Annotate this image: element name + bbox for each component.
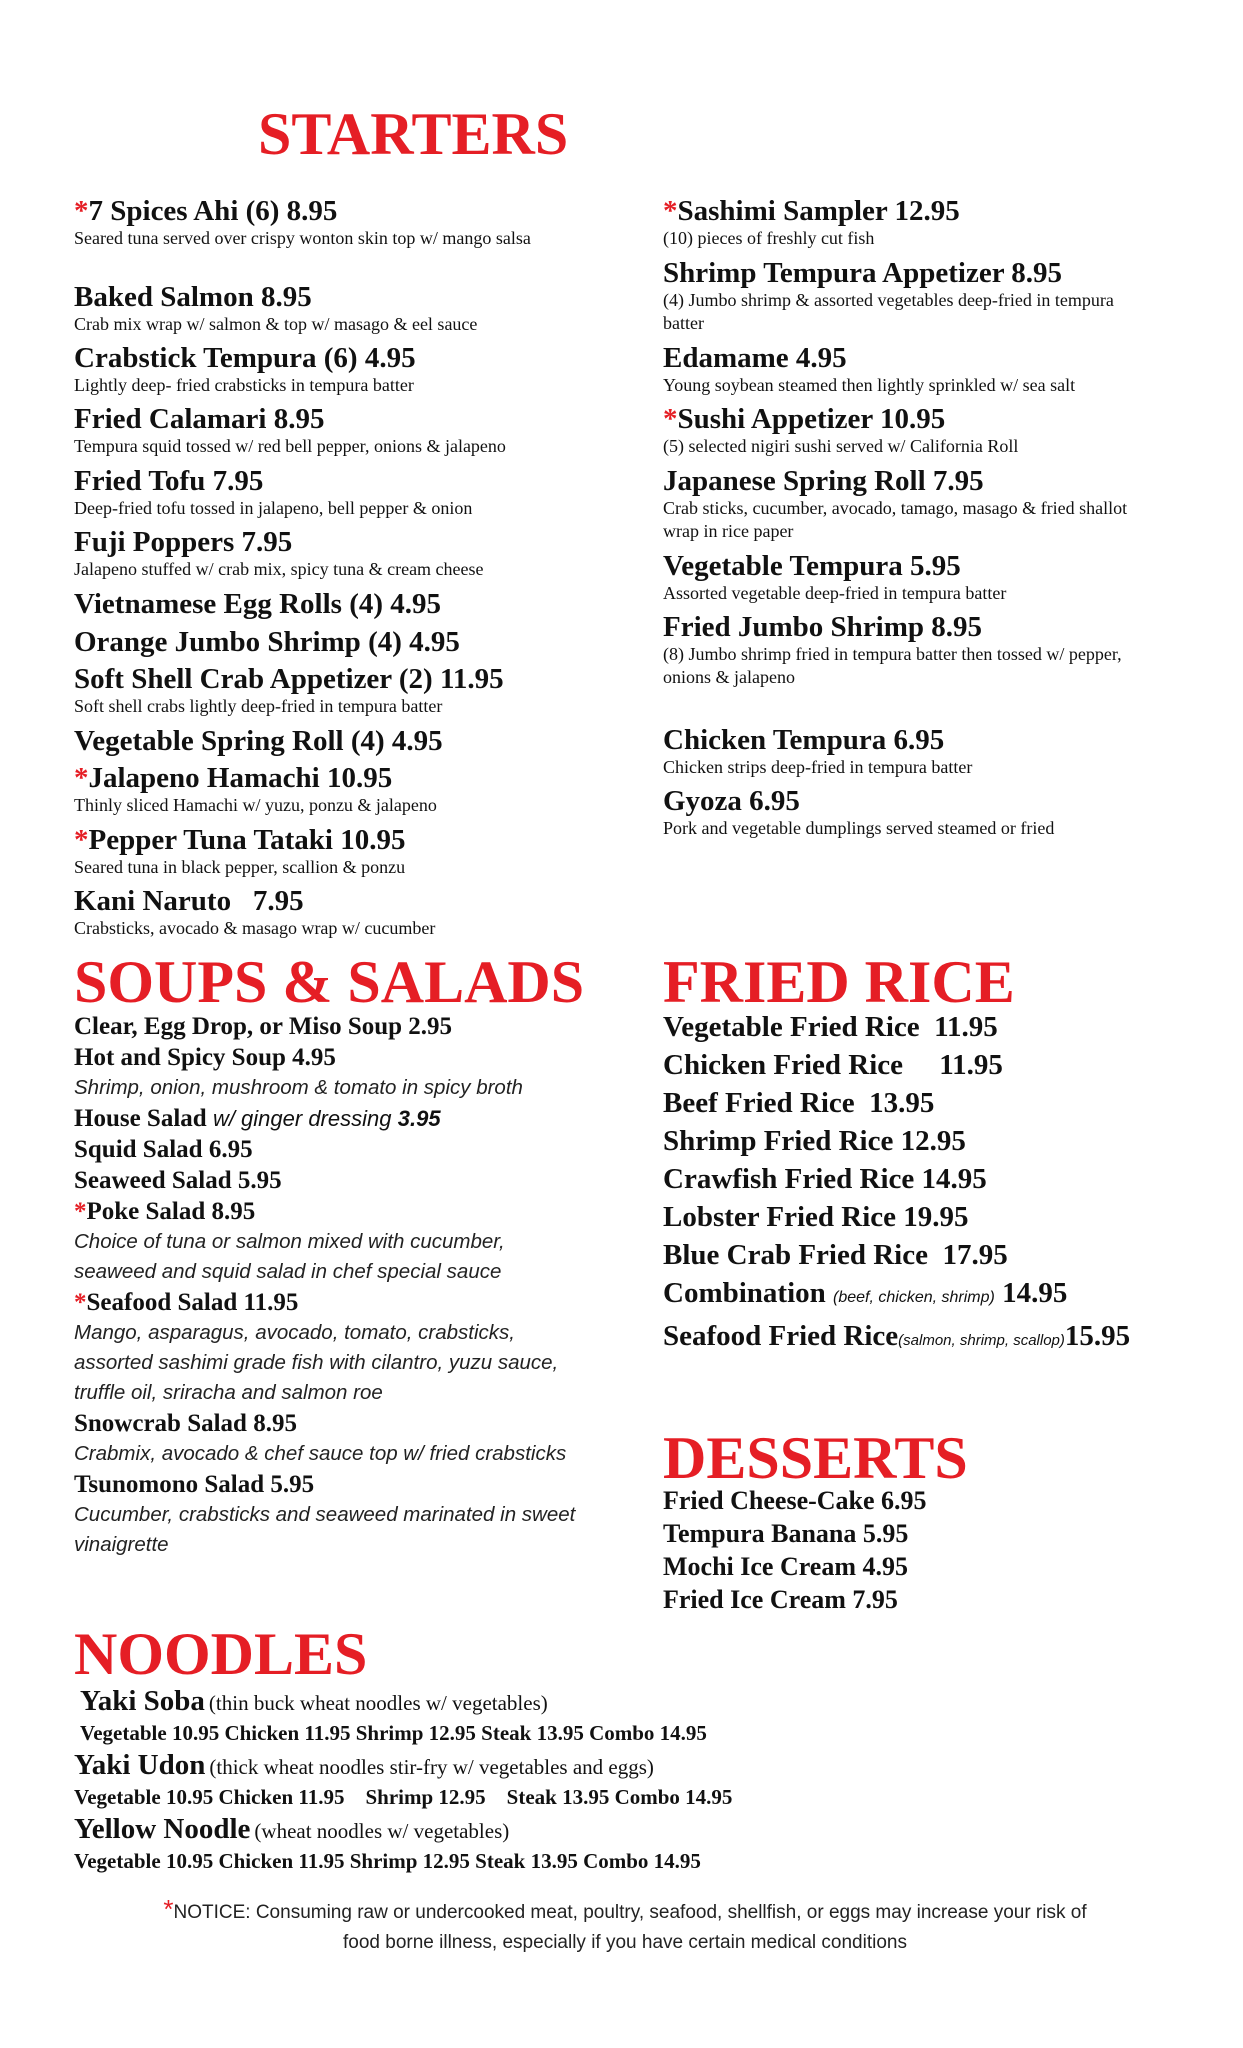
item-price: 14.95	[994, 1277, 1068, 1309]
noodles-heading: NOODLES	[74, 1621, 368, 1687]
item-name: Gyoza 6.95	[663, 785, 800, 817]
item-name: Sushi Appetizer 10.95	[677, 403, 946, 435]
soups-salads-heading: SOUPS & SALADS	[74, 949, 585, 1015]
item-name: Yaki Soba	[80, 1685, 205, 1717]
raw-star: *	[74, 1198, 87, 1225]
item-desc: Shrimp, onion, mushroom & tomato in spicy broth	[74, 1076, 523, 1099]
item-desc: (5) selected nigiri sushi served w/ California Roll	[663, 436, 1019, 456]
item-inline-note: w/ ginger dressing	[212, 1106, 392, 1131]
starter-item	[663, 342, 1143, 397]
starter-item	[74, 725, 594, 757]
desserts-list	[663, 1484, 927, 1616]
starters-heading: STARTERS	[258, 101, 569, 167]
item-name: Combination	[663, 1277, 834, 1309]
starter-item	[74, 824, 594, 879]
item-price: 3.95	[397, 1106, 441, 1131]
item-name: Pepper Tuna Tataki 10.95	[88, 824, 406, 856]
starter-item	[74, 626, 594, 658]
item-name: Seaweed Salad 5.95	[74, 1167, 282, 1194]
item-desc: Deep-fried tofu tossed in jalapeno, bell pepper & onion	[74, 498, 473, 518]
item-name: Jalapeno Hamachi 10.95	[88, 762, 393, 794]
starter-item	[74, 663, 594, 718]
starter-item	[74, 403, 594, 458]
item-name: Snowcrab Salad 8.95	[74, 1410, 297, 1437]
raw-star: *	[74, 1289, 87, 1316]
starter-item	[663, 195, 1143, 250]
starter-item	[663, 257, 1143, 335]
desserts-heading: DESSERTS	[663, 1425, 968, 1491]
starter-item	[74, 885, 594, 940]
item-desc: (wheat noodles w/ vegetables)	[254, 1819, 510, 1843]
item-desc: Seared tuna in black pepper, scallion & ponzu	[74, 857, 406, 877]
fried-rice-list	[663, 1008, 1203, 1360]
dessert-item: Mochi Ice Cream 4.95	[663, 1552, 909, 1581]
item-desc: (4) Jumbo shrimp & assorted vegetables deep-fried in tempura batter	[663, 290, 1114, 333]
item-name: Vegetable Spring Roll (4) 4.95	[74, 725, 443, 757]
soup-item	[74, 1042, 584, 1103]
soups-list	[74, 1011, 584, 1560]
noodles-list	[74, 1684, 1174, 1876]
notice-line-2: food borne illness, especially if you have certain medical conditions	[343, 1932, 907, 1953]
item-name: Fuji Poppers 7.95	[74, 526, 293, 558]
item-name: Clear, Egg Drop, or Miso Soup 2.95	[74, 1013, 453, 1040]
item-name: Hot and Spicy Soup 4.95	[74, 1044, 336, 1071]
item-price: 15.95	[1064, 1320, 1131, 1352]
starter-item	[74, 526, 594, 581]
fried-rice-item: Vegetable Fried Rice 11.95	[663, 1011, 998, 1043]
raw-star: *	[663, 195, 678, 227]
item-name: Fried Calamari 8.95	[74, 403, 325, 435]
soup-item	[74, 1469, 584, 1560]
item-desc: Seared tuna served over crispy wonton skin top w/ mango salsa	[74, 228, 531, 248]
raw-star: *	[74, 195, 89, 227]
item-name: Crabstick Tempura (6) 4.95	[74, 342, 416, 374]
item-name: Fried Tofu 7.95	[74, 465, 264, 497]
item-name: Yaki Udon	[74, 1749, 206, 1781]
raw-star: *	[163, 1894, 174, 1924]
item-desc: Young soybean steamed then lightly sprinkled w/ sea salt	[663, 375, 1076, 395]
item-desc: Soft shell crabs lightly deep-fried in tempura batter	[74, 696, 443, 716]
dessert-item: Fried Cheese-Cake 6.95	[663, 1486, 927, 1515]
starter-item	[74, 281, 594, 336]
item-name: Edamame 4.95	[663, 342, 847, 374]
noodle-prices: Vegetable 10.95 Chicken 11.95 Shrimp 12.95 Steak 13.95 Combo 14.95	[74, 1849, 701, 1873]
item-name: Baked Salmon 8.95	[74, 281, 312, 313]
soup-item	[74, 1287, 584, 1408]
item-desc: Pork and vegetable dumplings served steamed or fried	[663, 818, 1055, 838]
starter-item	[663, 611, 1143, 689]
starter-item	[74, 342, 594, 397]
soup-item	[74, 1134, 584, 1165]
fried-rice-item: Lobster Fried Rice 19.95	[663, 1201, 969, 1233]
fried-rice-item: Chicken Fried Rice 11.95	[663, 1049, 1003, 1081]
soup-item	[74, 1408, 584, 1469]
noodle-item	[74, 1812, 1174, 1846]
soup-item	[74, 1103, 584, 1134]
item-name: Yellow Noodle	[74, 1813, 251, 1845]
starter-item	[74, 762, 594, 817]
item-desc: Cucumber, crabsticks and seaweed marinated in sweet vinaigrette	[74, 1503, 576, 1556]
fried-rice-item: Beef Fried Rice 13.95	[663, 1087, 935, 1119]
item-desc: (thin buck wheat noodles w/ vegetables)	[208, 1691, 548, 1715]
item-name: Vegetable Tempura 5.95	[663, 550, 961, 582]
item-desc: Chicken strips deep-fried in tempura batter	[663, 757, 973, 777]
item-note: (beef, chicken, shrimp)	[833, 1289, 995, 1306]
item-desc: (thick wheat noodles stir-fry w/ vegetables and eggs)	[209, 1755, 654, 1779]
fried-rice-item: Shrimp Fried Rice 12.95	[663, 1125, 966, 1157]
item-desc: Tempura squid tossed w/ red bell pepper, onions & jalapeno	[74, 436, 506, 456]
item-desc: Crab sticks, cucumber, avocado, tamago, masago & fried shallot wrap in rice paper	[663, 498, 1128, 541]
dessert-item: Fried Ice Cream 7.95	[663, 1585, 898, 1614]
raw-star: *	[74, 762, 89, 794]
noodle-prices: Vegetable 10.95 Chicken 11.95 Shrimp 12.95 Steak 13.95 Combo 14.95	[80, 1721, 707, 1745]
item-name: 7 Spices Ahi (6) 8.95	[88, 195, 338, 227]
fried-rice-item: Crawfish Fried Rice 14.95	[663, 1163, 987, 1195]
item-name: Orange Jumbo Shrimp (4) 4.95	[74, 626, 460, 658]
item-name: Chicken Tempura 6.95	[663, 724, 945, 756]
item-name: Squid Salad 6.95	[74, 1136, 253, 1163]
item-desc: Choice of tuna or salmon mixed with cucumber, seaweed and squid salad in chef special sauce	[74, 1230, 505, 1283]
notice-line-1: NOTICE: Consuming raw or undercooked meat, poultry, seafood, shellfish, or eggs may increase your risk of	[173, 1902, 1087, 1923]
item-desc: Thinly sliced Hamachi w/ yuzu, ponzu & jalapeno	[74, 795, 437, 815]
item-desc: (10) pieces of freshly cut fish	[663, 228, 875, 248]
starter-item	[663, 724, 1143, 779]
raw-star: *	[74, 824, 89, 856]
starter-item	[663, 403, 1143, 458]
noodle-prices: Vegetable 10.95 Chicken 11.95 Shrimp 12.95 Steak 13.95 Combo 14.95	[74, 1785, 733, 1809]
item-desc: Jalapeno stuffed w/ crab mix, spicy tuna & cream cheese	[74, 559, 484, 579]
item-name: Poke Salad 8.95	[86, 1198, 256, 1225]
starter-item	[74, 588, 594, 620]
item-desc: Crab mix wrap w/ salmon & top w/ masago & eel sauce	[74, 314, 478, 334]
item-name: Fried Jumbo Shrimp 8.95	[663, 611, 983, 643]
item-name: Shrimp Tempura Appetizer 8.95	[663, 257, 1063, 289]
fried-rice-item	[663, 1317, 1203, 1360]
item-name: Kani Naruto 7.95	[74, 885, 304, 917]
item-desc: Lightly deep- fried crabsticks in tempura batter	[74, 375, 414, 395]
dessert-item: Tempura Banana 5.95	[663, 1519, 909, 1548]
noodle-item	[74, 1748, 1174, 1782]
item-name: Japanese Spring Roll 7.95	[663, 465, 984, 497]
starter-item	[663, 550, 1143, 605]
starter-item	[663, 785, 1143, 840]
item-desc: (8) Jumbo shrimp fried in tempura batter then tossed w/ pepper, onions & jalapeno	[663, 644, 1122, 687]
item-name: Seafood Salad 11.95	[86, 1289, 299, 1316]
starter-item	[74, 465, 594, 520]
item-name: Sashimi Sampler 12.95	[677, 195, 960, 227]
noodle-item	[80, 1684, 1174, 1718]
fried-rice-heading: FRIED RICE	[663, 949, 1015, 1015]
starter-item	[74, 195, 594, 250]
item-name: Tsunomono Salad 5.95	[74, 1471, 315, 1498]
item-name: Seafood Fried Rice	[663, 1320, 899, 1352]
item-desc: Crabsticks, avocado & masago wrap w/ cucumber	[74, 918, 436, 938]
raw-food-notice	[60, 1894, 1190, 1958]
soup-item	[74, 1196, 584, 1287]
fried-rice-item: Blue Crab Fried Rice 17.95	[663, 1239, 1008, 1271]
soup-item	[74, 1165, 584, 1196]
item-name: House Salad	[74, 1105, 207, 1132]
item-name: Vietnamese Egg Rolls (4) 4.95	[74, 588, 442, 620]
item-desc: Mango, asparagus, avocado, tomato, crabsticks, assorted sashimi grade fish with cilantro, yuzu sauce, truffle oil, sriracha and salmon roe	[74, 1321, 559, 1404]
item-desc: Crabmix, avocado & chef sauce top w/ fried crabsticks	[74, 1442, 567, 1465]
soup-item	[74, 1011, 584, 1042]
fried-rice-item	[663, 1274, 1203, 1317]
item-desc: Assorted vegetable deep-fried in tempura batter	[663, 583, 1007, 603]
raw-star: *	[663, 403, 678, 435]
starter-item	[663, 465, 1143, 543]
item-name: Soft Shell Crab Appetizer (2) 11.95	[74, 663, 504, 695]
item-note: (salmon, shrimp, scallop)	[898, 1332, 1065, 1349]
